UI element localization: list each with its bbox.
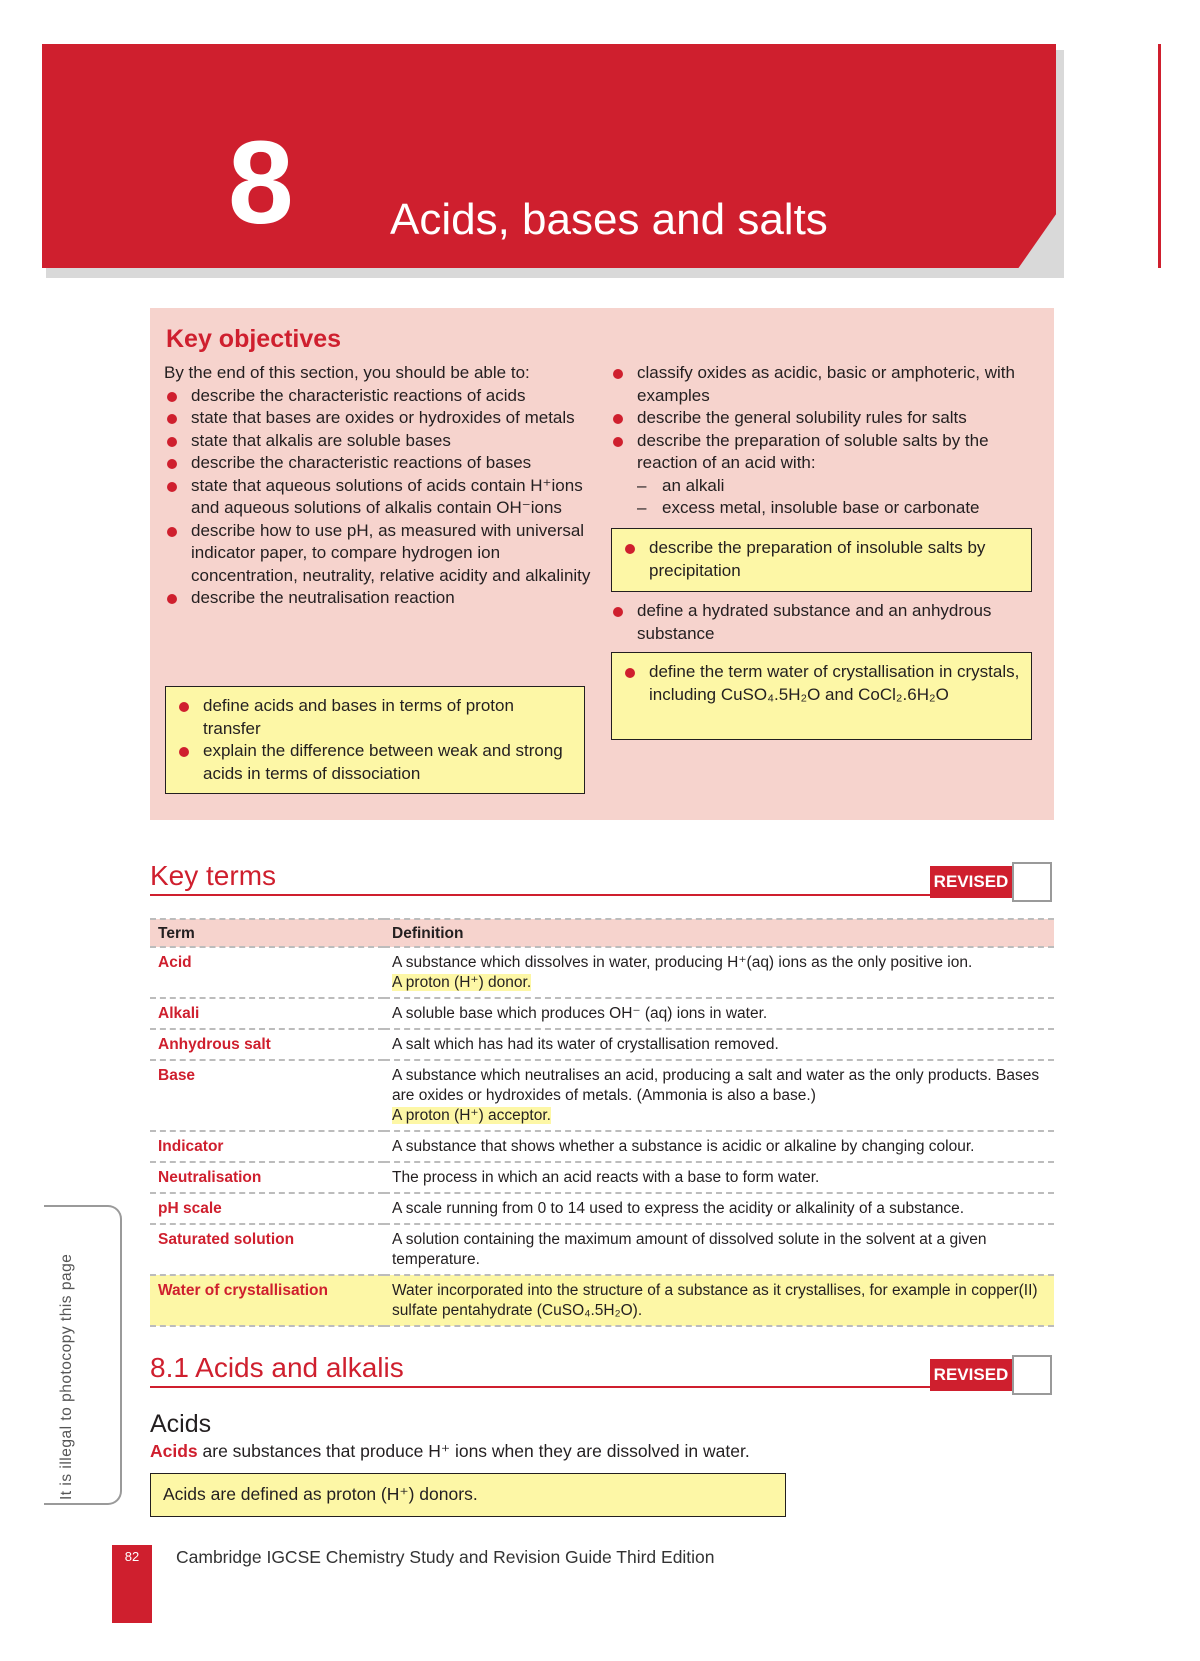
extended-definition: A proton (H⁺) acceptor. bbox=[392, 1107, 551, 1124]
bullet-dot-icon bbox=[167, 594, 177, 604]
bullet-dot-icon bbox=[167, 459, 177, 469]
bullet-dot-icon bbox=[625, 668, 635, 678]
sub-list-item: – excess metal, insoluble base or carbonate bbox=[637, 497, 1040, 520]
list-item: describe the general solubility rules for salts bbox=[610, 407, 1040, 430]
term-cell: pH scale bbox=[150, 1193, 384, 1224]
bullet-dot-icon bbox=[625, 544, 635, 554]
objectives-left-column bbox=[164, 362, 594, 610]
bullet-dot-icon bbox=[613, 607, 623, 617]
right-margin-rule bbox=[1158, 44, 1161, 268]
definition-cell: A substance that shows whether a substance is acidic or alkaline by changing colour. bbox=[384, 1131, 1054, 1162]
table-row bbox=[150, 1162, 1054, 1193]
definition-cell: A salt which has had its water of crystallisation removed. bbox=[384, 1029, 1054, 1060]
list-item: describe the preparation of insoluble salts by precipitation bbox=[622, 537, 1021, 582]
definition-cell: Water incorporated into the structure of a substance as it crystallises, for example in copper(II) sulfate pentahydrate (CuSO₄.5H₂O). bbox=[384, 1275, 1054, 1326]
table-row bbox=[150, 1060, 1054, 1131]
bullet-dot-icon bbox=[167, 482, 177, 492]
objectives-right-column bbox=[610, 362, 1040, 520]
table-row bbox=[150, 1131, 1054, 1162]
table-row bbox=[150, 1275, 1054, 1326]
extended-objectives-left bbox=[165, 686, 585, 794]
section-81-title: 8.1 Acids and alkalis bbox=[150, 1352, 404, 1383]
keyword-acids: Acids bbox=[150, 1441, 198, 1461]
extended-objective-crystallisation bbox=[611, 652, 1032, 740]
sub-list-item: – an alkali bbox=[637, 475, 1040, 498]
term-cell: Neutralisation bbox=[150, 1162, 384, 1193]
revised-badge: REVISED bbox=[930, 866, 1012, 898]
book-title: Cambridge IGCSE Chemistry Study and Revision Guide Third Edition bbox=[176, 1547, 715, 1567]
extended-definition: A proton (H⁺) donor. bbox=[392, 974, 532, 991]
list-item: define a hydrated substance and an anhydrous substance bbox=[610, 600, 1040, 645]
list-item: classify oxides as acidic, basic or amphoteric, with examples bbox=[610, 362, 1040, 407]
key-terms-rule bbox=[150, 894, 930, 896]
list-item: describe the characteristic reactions of acids bbox=[164, 385, 594, 408]
term-cell: Water of crystallisation bbox=[150, 1275, 384, 1326]
list-item: define the term water of crystallisation in crystals, including CuSO₄.5H₂O and CoCl₂.6H₂O bbox=[622, 661, 1021, 706]
list-item: define acids and bases in terms of proton transfer bbox=[176, 695, 574, 740]
definition-cell: A solution containing the maximum amount of dissolved solute in the solvent at a given temperature. bbox=[384, 1224, 1054, 1275]
definition-cell: A soluble base which produces OH⁻ (aq) ions in water. bbox=[384, 998, 1054, 1029]
objectives-left-list bbox=[164, 385, 594, 610]
objectives-right-sublist bbox=[610, 475, 1040, 520]
term-cell: Indicator bbox=[150, 1131, 384, 1162]
dash-icon: – bbox=[637, 498, 647, 517]
bullet-dot-icon bbox=[167, 392, 177, 402]
list-item: describe the preparation of soluble salts by the reaction of an acid with: bbox=[610, 430, 1040, 475]
column-header-term: Term bbox=[150, 919, 384, 947]
term-cell: Acid bbox=[150, 947, 384, 998]
bullet-dot-icon bbox=[179, 747, 189, 757]
bullet-dot-icon bbox=[179, 702, 189, 712]
extended-left-list bbox=[176, 695, 574, 785]
revised-badge: REVISED bbox=[930, 1359, 1012, 1391]
table-row bbox=[150, 1193, 1054, 1224]
list-item: explain the difference between weak and strong acids in terms of dissociation bbox=[176, 740, 574, 785]
bullet-dot-icon bbox=[613, 437, 623, 447]
definition-cell: A substance which neutralises an acid, producing a salt and water as the only products. Bases are oxides or hydroxides of metals. (Ammonia is also a base.) A proton (H⁺) acceptor. bbox=[384, 1060, 1054, 1131]
side-tab bbox=[44, 1205, 122, 1505]
chapter-title: Acids, bases and salts bbox=[390, 195, 828, 244]
list-item: state that bases are oxides or hydroxides of metals bbox=[164, 407, 594, 430]
page-number: 82 bbox=[124, 1549, 140, 1564]
objectives-right-list bbox=[610, 362, 1040, 475]
term-cell: Saturated solution bbox=[150, 1224, 384, 1275]
bullet-dot-icon bbox=[167, 527, 177, 537]
list-item: state that alkalis are soluble bases bbox=[164, 430, 594, 453]
list-item: describe how to use pH, as measured with universal indicator paper, to compare hydrogen ion concentration, neutrality, relative acidity and alkalinity bbox=[164, 520, 594, 588]
table-row bbox=[150, 998, 1054, 1029]
key-objectives-heading: Key objectives bbox=[166, 325, 342, 353]
bullet-dot-icon bbox=[613, 369, 623, 379]
acids-definition-box: Acids are defined as proton (H⁺) donors. bbox=[150, 1473, 786, 1517]
table-header-row bbox=[150, 919, 1054, 947]
term-cell: Base bbox=[150, 1060, 384, 1131]
term-cell: Anhydrous salt bbox=[150, 1029, 384, 1060]
bullet-dot-icon bbox=[167, 437, 177, 447]
chapter-number: 8 bbox=[228, 117, 294, 249]
definition-cell: The process in which an acid reacts with a base to form water. bbox=[384, 1162, 1054, 1193]
list-item: describe the characteristic reactions of bases bbox=[164, 452, 594, 475]
acids-subheading: Acids bbox=[150, 1410, 212, 1438]
list-item: describe the neutralisation reaction bbox=[164, 587, 594, 610]
objectives-intro: By the end of this section, you should be able to: bbox=[164, 363, 530, 382]
key-terms-table bbox=[150, 918, 1054, 1327]
dash-icon: – bbox=[637, 475, 647, 495]
photocopy-notice: It is illegal to photocopy this page bbox=[58, 1253, 75, 1500]
key-terms-title: Key terms bbox=[150, 860, 277, 891]
extended-objective-precipitation bbox=[611, 528, 1032, 592]
bullet-dot-icon bbox=[167, 414, 177, 424]
table-row bbox=[150, 1029, 1054, 1060]
definition-cell: A scale running from 0 to 14 used to express the acidity or alkalinity of a substance. bbox=[384, 1193, 1054, 1224]
column-header-definition: Definition bbox=[384, 919, 1054, 947]
term-cell: Alkali bbox=[150, 998, 384, 1029]
revised-checkbox[interactable] bbox=[1012, 862, 1052, 902]
acids-paragraph: Acids are substances that produce H⁺ ions when they are dissolved in water. bbox=[150, 1441, 750, 1461]
table-row bbox=[150, 947, 1054, 998]
section-81-rule bbox=[150, 1386, 930, 1388]
bullet-dot-icon bbox=[613, 414, 623, 424]
objective-hydrated bbox=[610, 600, 1040, 645]
list-item: state that aqueous solutions of acids contain H⁺ions and aqueous solutions of alkalis contain OH⁻ions bbox=[164, 475, 594, 520]
definition-cell: A substance which dissolves in water, producing H⁺(aq) ions as the only positive ion. A proton (H⁺) donor. bbox=[384, 947, 1054, 998]
table-row bbox=[150, 1224, 1054, 1275]
revised-checkbox[interactable] bbox=[1012, 1355, 1052, 1395]
